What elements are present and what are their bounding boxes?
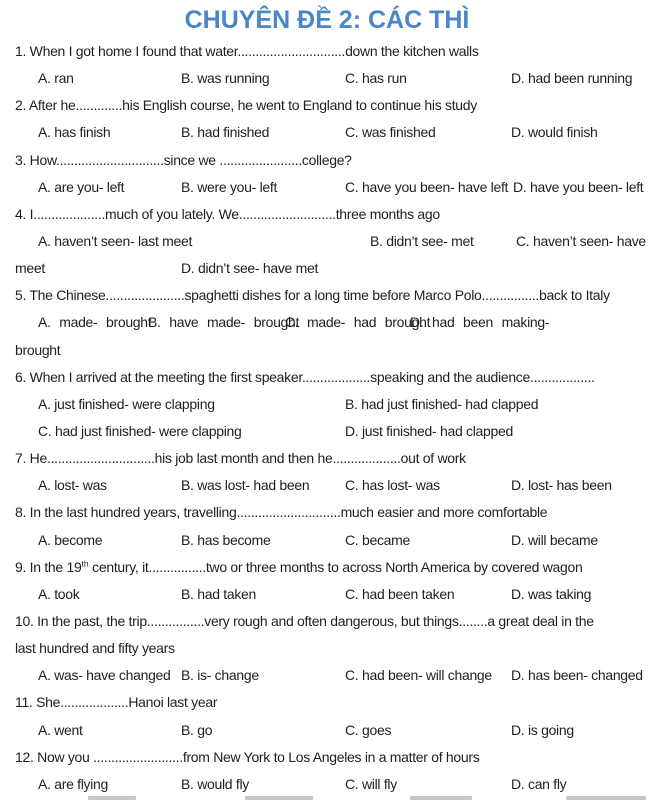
question-4	[0, 201, 654, 228]
answer-option-c: C. haven’t seen- have	[516, 232, 646, 249]
answer-row-10	[0, 662, 654, 689]
question-text: 10. In the past, the trip................very rough and often dangerous, but things........a great deal in the	[15, 612, 594, 629]
answer-row-6a	[0, 391, 654, 418]
answer-option-a: A. are flying	[38, 775, 109, 792]
question-3	[0, 147, 654, 174]
question-text: 6. When I arrived at the meeting the first speaker...................speaking and the audience..................	[15, 368, 595, 385]
answer-option-b: B. had taken	[181, 585, 257, 602]
question-text-continued: last hundred and fifty years	[15, 640, 175, 657]
answer-option-a: A. just finished- were clapping	[38, 395, 215, 412]
question-2	[0, 92, 654, 119]
question-8	[0, 499, 654, 526]
question-7	[0, 445, 654, 472]
question-text: 12. Now you .........................from New York to Los Angeles in a matter of hours	[15, 748, 480, 765]
answer-option-c: C. was finished	[345, 124, 436, 141]
clipped-text-fragment	[88, 796, 136, 800]
answer-option-b: B. was lost- had been	[181, 477, 310, 494]
clipped-text-fragment	[245, 796, 313, 800]
answer-option-b: B. would fly	[181, 775, 249, 792]
answer-option-b: B. go	[181, 721, 213, 738]
question-list	[0, 38, 654, 798]
question-5	[0, 282, 654, 309]
answer-row-5b	[0, 337, 654, 364]
answer-option-a: A. went	[38, 721, 83, 738]
answer-option-c: C. has lost- was	[345, 477, 440, 494]
answer-option-d: D. had been making-	[410, 314, 550, 331]
question-1	[0, 38, 654, 65]
answer-option-a: A. was- have changed	[38, 667, 171, 684]
answer-option-c: C. goes	[345, 721, 392, 738]
answer-option-a: A. ran	[38, 70, 74, 87]
answer-option-b: B. was running	[181, 70, 270, 87]
answer-option-d: D. would finish	[511, 124, 598, 141]
answer-option-b: B. has become	[181, 531, 271, 548]
answer-option-d: D. has been- changed	[511, 667, 643, 684]
question-6	[0, 364, 654, 391]
clipped-text-fragment	[410, 796, 472, 800]
answer-option-a: A. become	[38, 531, 103, 548]
question-12	[0, 744, 654, 771]
answer-row-2	[0, 119, 654, 146]
answer-option-c: C. became	[345, 531, 410, 548]
answer-row-11	[0, 717, 654, 744]
question-10	[0, 608, 654, 635]
answer-option-a: A. has finish	[38, 124, 111, 141]
answer-option-b: B. have made- brought	[148, 314, 300, 331]
answer-option-a: A. haven’t seen- last meet	[38, 232, 193, 249]
answer-option-b: B. had just finished- had clapped	[345, 395, 539, 412]
answer-option-a: A. are you- left	[38, 178, 125, 195]
answer-option-d: D. didn’t see- have met	[181, 260, 319, 277]
answer-row-4a	[0, 228, 654, 255]
question-9	[0, 554, 654, 581]
answer-row-8	[0, 527, 654, 554]
answer-option-c: C. have you been- have left	[345, 178, 509, 195]
ordinal-suffix: th	[81, 558, 89, 569]
question-text: 1. When I got home I found that water..............................down the kitchen walls	[15, 43, 479, 59]
question-text	[15, 554, 582, 581]
question-text: 8. In the last hundred years, travelling.............................much easier and more comfortable	[15, 504, 548, 521]
question-text: 11. She...................Hanoi last year	[15, 694, 218, 711]
answer-option-d: D. have you been- left	[513, 178, 644, 195]
answer-row-3	[0, 174, 654, 201]
answer-option-c: C. had just finished- were clapping	[38, 422, 242, 439]
question-text: 3. How..............................since we .......................college?	[15, 151, 352, 168]
answer-row-7	[0, 472, 654, 499]
answer-option-c: C. made- had brought	[285, 314, 431, 331]
answer-option-b: B. were you- left	[181, 178, 278, 195]
answer-option-d: D. will became	[511, 531, 598, 548]
question-text: 2. After he.............his English course, he went to England to continue his study	[15, 97, 477, 114]
question-text: 4. I....................much of you lately. We...........................three months ago	[15, 205, 440, 222]
answer-option-a: A. took	[38, 585, 80, 602]
question-11	[0, 689, 654, 716]
answer-option-d-wrap: brought	[15, 341, 61, 358]
answer-option-a: A. made- brought	[38, 314, 152, 331]
question-text: 7. He..............................his job last month and then he...................out of work	[15, 450, 466, 467]
answer-option-c: C. had been taken	[345, 585, 455, 602]
answer-option-b: B. is- change	[181, 667, 259, 684]
answer-option-d: D. can fly	[511, 775, 567, 792]
answer-option-b: B. had finished	[181, 124, 270, 141]
answer-option-c: C. will fly	[345, 775, 397, 792]
answer-option-d: D. just finished- had clapped	[345, 422, 513, 439]
clipped-text-fragment	[566, 796, 646, 800]
answer-option-d: D. is going	[511, 721, 574, 738]
question-text: 5. The Chinese......................spaghetti dishes for a long time before Marco Polo................back to Italy	[15, 287, 610, 304]
answer-option-c: C. had been- will change	[345, 667, 492, 684]
answer-option-c-wrap: meet	[15, 260, 45, 277]
question-text-rest: century, it................two or three months to across North America by covered wagon	[88, 558, 583, 575]
answer-option-c: C. has run	[345, 70, 407, 87]
answer-option-b: B. didn’t see- met	[370, 232, 474, 249]
answer-row-5a	[0, 309, 654, 336]
answer-row-12	[0, 771, 654, 798]
answer-row-6b	[0, 418, 654, 445]
answer-option-a: A. lost- was	[38, 477, 107, 494]
answer-row-9	[0, 581, 654, 608]
question-text-prefix: 9. In the 19	[15, 558, 82, 575]
answer-option-d: D. was taking	[511, 585, 592, 602]
answer-option-d: D. had been running	[511, 70, 633, 87]
answer-option-d: D. lost- has been	[511, 477, 612, 494]
answer-row-1	[0, 65, 654, 92]
question-10-wrap	[0, 635, 654, 662]
page-title: CHUYÊN ĐỀ 2: CÁC THÌ	[184, 6, 470, 34]
answer-row-4b	[0, 255, 654, 282]
